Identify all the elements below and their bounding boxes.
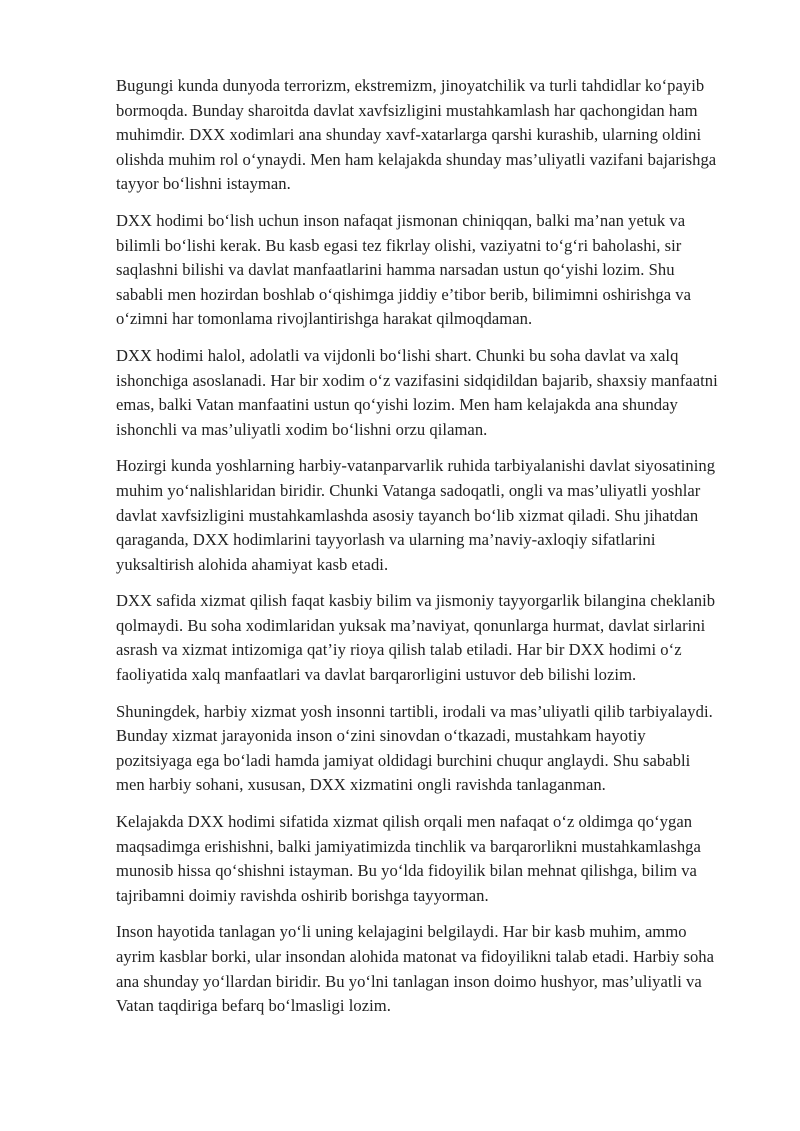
paragraph: Bugungi kunda dunyoda terrorizm, ekstremizm, jinoyatchilik va turli tahdidlar ko‘payib bormoqda. Bunday sharoitda davlat xavfsizligini mustahkamlash har qachongidan ham muhimdir. DXX xodimlari ana shunday xavf-xatarlarga qarshi kurashib, ularning oldini olishda muhim rol o‘ynaydi. Men ham kelajakda shunday mas’uliyatli vazifani bajarishga tayyor bo‘lishni istayman. — [116, 76, 717, 194]
paragraph: DXX hodimi bo‘lish uchun inson nafaqat jismonan chiniqqan, balki ma’nan yetuk va bilimli bo‘lishi kerak. Bu kasb egasi tez fikrlay olishi, vaziyatni to‘g‘ri baholashi, sir saqlashni bilishi va davlat manfaatlarini hamma narsadan ustun qo‘yishi lozim. Shu sababli men hozirdan boshlab o‘qishimga jiddiy e’tibor berib, bilimimni oshirishga va o‘zimni har tomonlama rivojlantirishga harakat qilmoqdaman. — [116, 210, 692, 329]
paragraph: Hozirgi kunda yoshlarning harbiy-vatanparvarlik ruhida tarbiyalanishi davlat siyosatining muhim yo‘nalishlaridan biridir. Chunki Vatanga sadoqatli, ongli va mas’uliyatli yoshlar davlat xavfsizligini mustahkamlashda asosiy tayanch bo‘lib xizmat qiladi. Shu jihatdan qaraganda, DXX hodimlarini tayyorlash va ularning ma’naviy-axloqiy sifatlarini yuksaltirish alohida ahamiyat kasb etadi. — [116, 456, 716, 574]
paragraph: Kelajakda DXX hodimi sifatida xizmat qilish orqali men nafaqat o‘z oldimga qo‘ygan maqsadimga erishishni, balki jamiyatimizda tinchlik va barqarorlikni mustahkamlashga munosib hissa qo‘shishni istayman. Bu yo‘lda fidoyilik bilan mehnat qilishga, bilim va tajribamni doimiy ravishda oshirib borishga tayyorman. — [116, 812, 701, 905]
paragraph: DXX safida xizmat qilish faqat kasbiy bilim va jismoniy tayyorgarlik bilangina cheklanib qolmaydi. Bu soha xodimlaridan yuksak ma’naviyat, qonunlarga hurmat, davlat sirlarini asrash va xizmat intizomiga qat’iy rioya qilish talab etiladi. Har bir DXX hodimi o‘z faoliyatida xalq manfaatlari va davlat barqarorligini ustuvor deb bilishi lozim. — [116, 591, 716, 685]
paragraph: DXX hodimi halol, adolatli va vijdonli bo‘lishi shart. Chunki bu soha davlat va xalq ishonchiga asoslanadi. Har bir xodim o‘z vazifasini sidqidildan bajarib, shaxsiy manfaatni emas, balki Vatan manfaatini ustun qo‘yishi lozim. Men ham kelajakda ana shunday ishonchli va mas’uliyatli xodim bo‘lishni orzu qilaman. — [116, 345, 718, 439]
paragraph: Inson hayotida tanlagan yo‘li uning kelajagini belgilaydi. Har bir kasb muhim, ammo ayrim kasblar borki, ular insondan alohida matonat va fidoyilikni talab etadi. Harbiy soha ana shunday yo‘llardan biridir. Bu yo‘lni tanlagan inson doimo hushyor, mas’uliyatli va Vatan taqdiriga befarq bo‘lmasligi lozim. — [116, 922, 715, 1016]
document-body — [116, 74, 720, 1031]
paragraph: Shuningdek, harbiy xizmat yosh insonni tartibli, irodali va mas’uliyatli qilib tarbiyalaydi. Bunday xizmat jarayonida inson o‘zini sinovdan o‘tkazadi, mustahkam hayotiy pozitsiyaga ega bo‘ladi hamda jamiyat oldidagi burchini chuqur anglaydi. Shu sababli men harbiy sohani, xususan, DXX xizmatini ongli ravishda tanlaganman. — [116, 701, 713, 795]
